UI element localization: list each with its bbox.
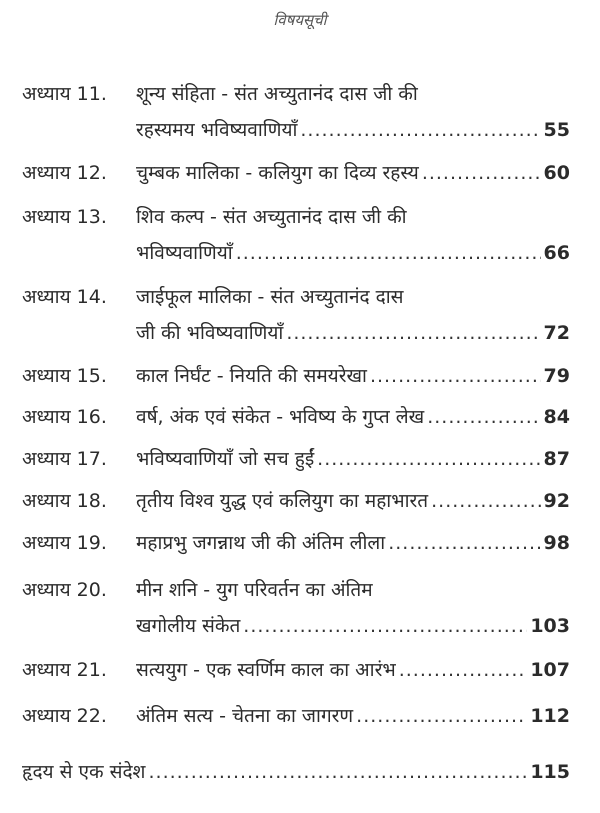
- chapter-label: अध्याय 18.: [22, 490, 107, 512]
- page-number: 103: [530, 615, 570, 637]
- chapter-title: भविष्यवाणियाँ जो सच हुईं: [136, 448, 315, 470]
- dot-leader: [431, 483, 540, 519]
- page-number: 55: [543, 119, 570, 141]
- chapter-label: अध्याय 12.: [22, 162, 107, 184]
- page-number: 92: [543, 490, 570, 512]
- toc-entry-message[interactable]: [22, 754, 570, 790]
- chapter-label: अध्याय 14.: [22, 286, 107, 308]
- dot-leader: [286, 315, 540, 351]
- page-number: 79: [543, 365, 570, 387]
- chapter-title: महाप्रभु जगन्नाथ जी की अंतिम लीला: [136, 532, 386, 554]
- dot-leader: [300, 112, 540, 148]
- chapter-title: वर्ष, अंक एवं संकेत - भविष्य के गुप्त लेख: [136, 406, 425, 428]
- chapter-title-continued: जी की भविष्यवाणियाँ: [136, 322, 284, 344]
- page-number: 66: [543, 242, 570, 264]
- page-number: 115: [530, 761, 570, 783]
- dot-leader: [388, 525, 540, 561]
- dot-leader: [370, 358, 541, 394]
- chapter-label: अध्याय 11.: [22, 83, 107, 105]
- chapter-label: अध्याय 20.: [22, 579, 107, 601]
- chapter-title: चुम्बक मालिका - कलियुग का दिव्य रहस्य: [136, 162, 419, 184]
- page-number: 112: [530, 705, 570, 727]
- chapter-title: मीन शनि - युग परिवर्तन का अंतिम: [136, 579, 373, 601]
- dot-leader: [427, 399, 540, 435]
- chapter-title-continued: रहस्यमय भविष्यवाणियाँ: [136, 119, 298, 141]
- chapter-title-continued: भविष्यवाणियाँ: [136, 242, 233, 264]
- page-number: 98: [543, 532, 570, 554]
- dot-leader: [236, 235, 541, 271]
- page-header: विषयसूची: [273, 11, 327, 29]
- chapter-title: शिव कल्प - संत अच्युतानंद दास जी की: [136, 206, 407, 228]
- chapter-title-continued: खगोलीय संकेत: [136, 615, 241, 637]
- chapter-title: सत्ययुग - एक स्वर्णिम काल का आरंभ: [136, 659, 396, 681]
- chapter-label: अध्याय 21.: [22, 659, 107, 681]
- chapter-label: अध्याय 16.: [22, 406, 107, 428]
- page-number: 72: [543, 322, 570, 344]
- chapter-label: अध्याय 15.: [22, 365, 107, 387]
- chapter-label: अध्याय 17.: [22, 448, 107, 470]
- dot-leader: [399, 652, 528, 688]
- chapter-label: अध्याय 19.: [22, 532, 107, 554]
- page-number: 87: [543, 448, 570, 470]
- chapter-title: तृतीय विश्व युद्ध एवं कलियुग का महाभारत: [136, 490, 429, 512]
- entry-title: हृदय से एक संदेश: [22, 761, 146, 783]
- chapter-title: जाईफूल मालिका - संत अच्युतानंद दास: [136, 286, 404, 308]
- page-number: 84: [543, 406, 570, 428]
- dot-leader: [356, 698, 527, 734]
- chapter-title: अंतिम सत्य - चेतना का जागरण: [136, 705, 354, 727]
- dot-leader: [422, 155, 541, 191]
- page-number: 60: [543, 162, 570, 184]
- chapter-title: शून्य संहिता - संत अच्युतानंद दास जी की: [136, 83, 418, 105]
- chapter-title: काल निर्घंट - नियति की समयरेखा: [136, 365, 367, 387]
- dot-leader: [148, 754, 527, 790]
- page-number: 107: [530, 659, 570, 681]
- chapter-label: अध्याय 13.: [22, 206, 107, 228]
- dot-leader: [243, 608, 527, 644]
- dot-leader: [317, 441, 540, 477]
- chapter-label: अध्याय 22.: [22, 705, 107, 727]
